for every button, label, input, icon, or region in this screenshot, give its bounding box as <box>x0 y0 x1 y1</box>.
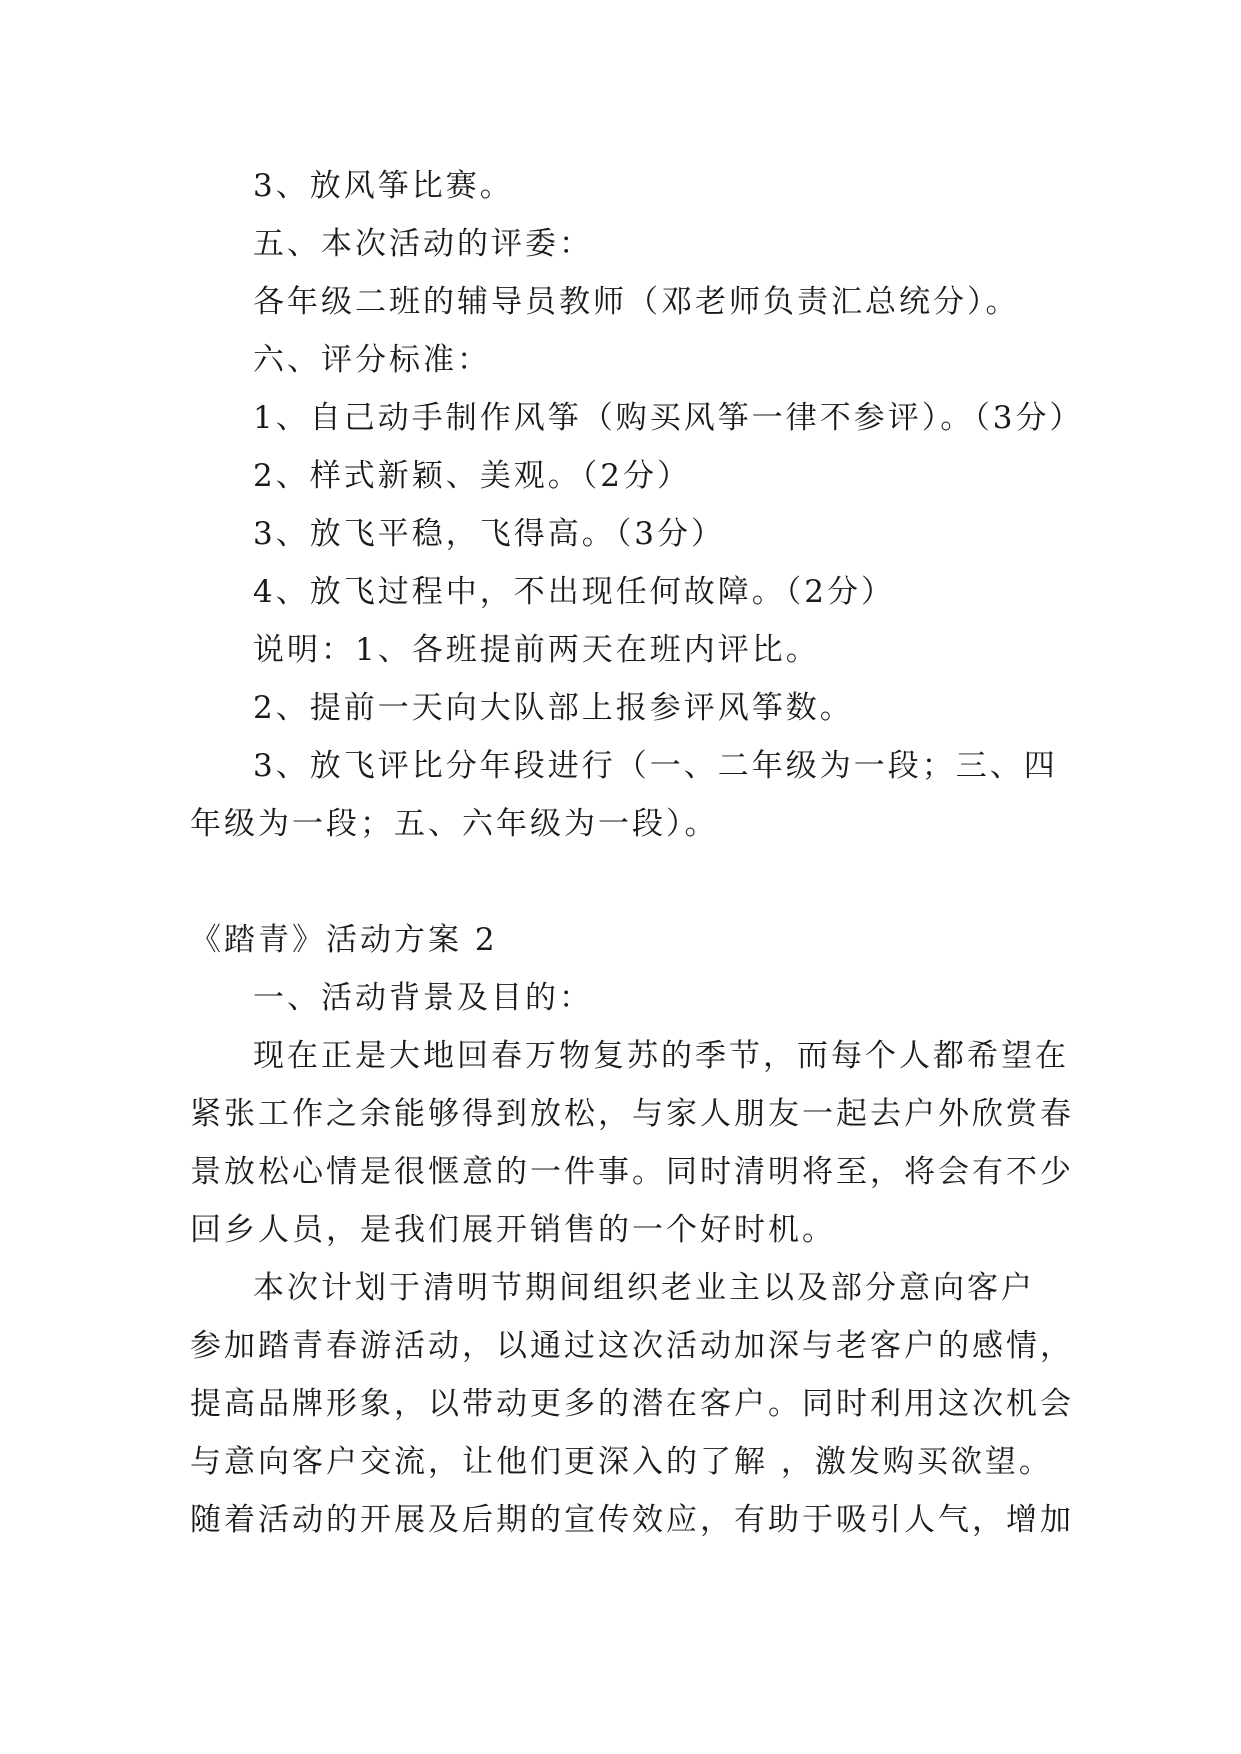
document-title: 《踏青》活动方案 2 <box>190 922 498 958</box>
list-item: 4、放飞过程中，不出现任何故障。（2分） <box>253 574 895 610</box>
list-item: 1、自己动手制作风筝（购买风筝一律不参评）。（3分） <box>253 400 1084 436</box>
note-line: 年级为一段；五、六年级为一段）。 <box>190 806 719 842</box>
paragraph-line: 提高品牌形象，以带动更多的潜在客户。同时利用这次机会 <box>190 1386 1074 1422</box>
paragraph-line: 本次计划于清明节期间组织老业主以及部分意向客户 <box>253 1270 1035 1306</box>
note-line: 2、提前一天向大队部上报参评风筝数。 <box>253 690 854 726</box>
list-item: 3、放飞平稳，飞得高。（3分） <box>253 516 725 552</box>
paragraph-line: 随着活动的开展及后期的宣传效应，有助于吸引人气，增加 <box>190 1502 1074 1538</box>
text-line: 各年级二班的辅导员教师（邓老师负责汇总统分）。 <box>253 284 1020 320</box>
paragraph-line: 景放松心情是很惬意的一件事。同时清明将至，将会有不少 <box>190 1154 1074 1190</box>
note-line: 3、放飞评比分年段进行（一、二年级为一段；三、四 <box>253 748 1058 784</box>
paragraph-line: 回乡人员，是我们展开销售的一个好时机。 <box>190 1212 836 1248</box>
list-item: 2、样式新颖、美观。（2分） <box>253 458 691 494</box>
section-heading: 五、本次活动的评委： <box>253 226 593 262</box>
section-heading: 六、评分标准： <box>253 342 491 378</box>
section-heading: 一、活动背景及目的： <box>253 980 593 1016</box>
paragraph-line: 参加踏青春游活动，以通过这次活动加深与老客户的感情， <box>190 1328 1074 1364</box>
paragraph-line: 与意向客户交流，让他们更深入的了解 ，激发购买欲望。 <box>190 1444 1053 1480</box>
note-line: 说明：1、各班提前两天在班内评比。 <box>253 632 820 668</box>
paragraph-line: 现在正是大地回春万物复苏的季节，而每个人都希望在 <box>253 1038 1069 1074</box>
text-line: 3、放风筝比赛。 <box>253 168 514 204</box>
paragraph-line: 紧张工作之余能够得到放松，与家人朋友一起去户外欣赏春 <box>190 1096 1074 1132</box>
